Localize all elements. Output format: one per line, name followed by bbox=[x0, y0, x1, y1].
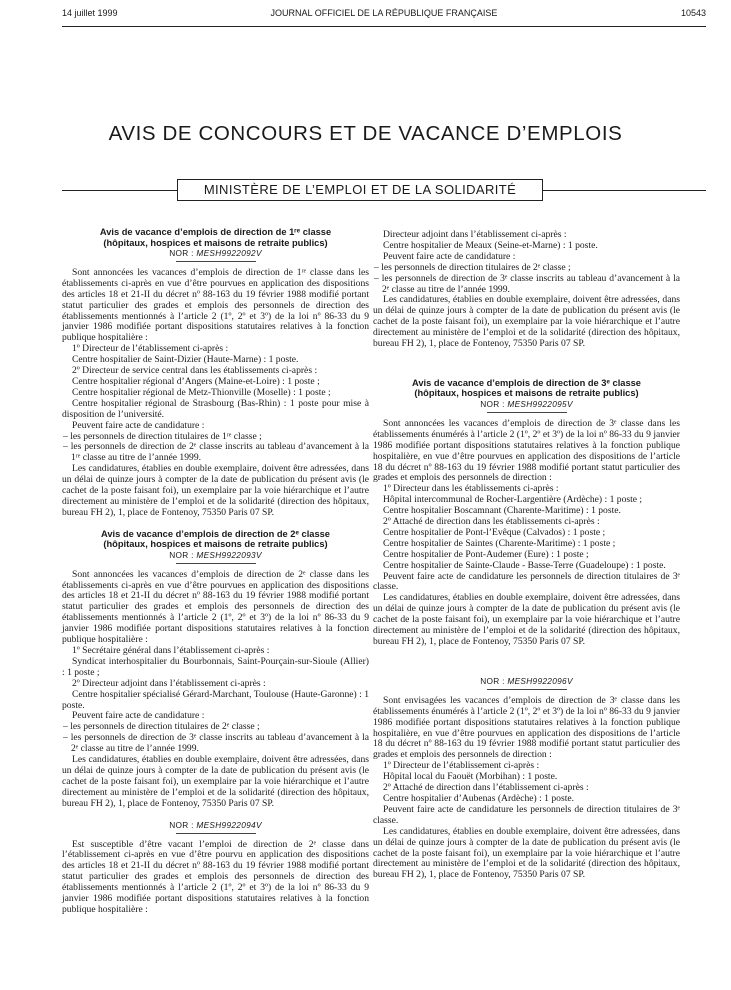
paragraph: Peuvent faire acte de candidature : bbox=[72, 710, 205, 722]
nor-reference: NOR : MESH9922096V bbox=[480, 675, 573, 686]
page-number: 10543 bbox=[680, 8, 706, 18]
paragraph: Sont annoncées les vacances d’emplois de direction de 3ᵉ classe dans les établissements énumérés à l’article 2 (1º, 2º et 3º) de la loi nº 86-33 du 9 janvier 1986 modifiée portant dispositions statutaires relatives à la fonction publique hospitalière, en vue d’être pourvues en application des dispositions de l’article 18 du décret nº 88-163 du 19 février 1988 modifié portant statut particulier des grades et emplois des personnels de direction : bbox=[373, 417, 680, 484]
section-subtitle: (hôpitaux, hospices et maisons de retraite publics) bbox=[414, 388, 639, 399]
paragraph: 2º Directeur de service central dans les établissements ci-après : bbox=[72, 365, 318, 377]
paragraph: Les candidatures, établies en double exemplaire, doivent être adressées, dans un délai de quinze jours à compter de la date de publication du présent avis (le cachet de la poste faisant foi), un exemplaire par la voie hiérarchique et l’autre directement au ministère de l’emploi et de la solidarité (direction des hôpitaux, bureau FH 2), 1, place de Fontenoy, 75350 Paris 07 SP. bbox=[373, 825, 680, 881]
paragraph: Est susceptible d’être vacant l’emploi de direction de 2ᵉ classe dans l’établissement ci-après en vue d’être pourvu en application des dispositions des articles 18 et 21-II du décret nº 88-163 du 19 février 1988 modifié portant statut particulier des grades et emplois des personnels de direction des établissements mentionnés à l’article 2 (1º, 2º et 3º) de la loi nº 86-33 du 9 janvier 1986 modifiée portant dispositions statutaires relatives à la fonction publique hospitalière : bbox=[62, 838, 369, 915]
paragraph: Centre hospitalier de Pont-Audemer (Eure) : 1 poste ; bbox=[383, 548, 589, 560]
paragraph: Peuvent faire acte de candidature : bbox=[72, 419, 205, 431]
section-title: Avis de vacance d’emplois de direction de 3ᵉ classe bbox=[412, 377, 641, 388]
paragraph: Directeur adjoint dans l’établissement ci-après : bbox=[383, 229, 567, 240]
paragraph: Peuvent faire acte de candidature les personnels de direction titulaires de 3ᵉ classe. bbox=[373, 570, 680, 593]
paragraph: Centre hospitalier Boscamnant (Charente-Maritime) : 1 poste. bbox=[383, 505, 621, 517]
paragraph: 1º Secrétaire général dans l’établissement ci-après : bbox=[72, 645, 270, 656]
paragraph: Syndicat interhospitalier du Bourbonnais, Saint-Pourçain-sur-Sioule (Allier) : 1 poste ; bbox=[62, 655, 369, 678]
section-title: Avis de vacance d’emplois de direction de 1ʳᵉ classe bbox=[99, 227, 332, 237]
section-subtitle: (hôpitaux, hospices et maisons de retraite publics) bbox=[103, 539, 328, 550]
divider bbox=[487, 412, 567, 413]
paragraph: Centre hospitalier de Meaux (Seine-et-Marne) : 1 poste. bbox=[383, 239, 598, 251]
paragraph: 2º Directeur adjoint dans l’établissement ci-après : bbox=[72, 677, 266, 689]
ministry-rule-right bbox=[543, 190, 706, 191]
list-item: – les personnels de direction titulaires de 2ᵉ classe ; bbox=[374, 261, 571, 273]
nor-reference: NOR : MESH9922094V bbox=[169, 819, 262, 830]
paragraph: 2º Attaché de direction dans l’établissement ci-après : bbox=[383, 782, 589, 794]
paragraph: 2º Attaché de direction dans les établissements ci-après : bbox=[383, 516, 600, 528]
paragraph: Centre hospitalier spécialisé Gérard-Marchant, Toulouse (Haute-Garonne) : 1 poste. bbox=[62, 688, 369, 711]
nor-reference: NOR : MESH9922093V bbox=[169, 549, 262, 560]
paragraph: Les candidatures, établies en double exemplaire, doivent être adressées, dans un délai de quinze jours à compter de la date de publication du présent avis (le cachet de la poste faisant foi), un exemplaire par la voie hiérarchique et l’autre directement au ministère de l’emploi et de la solidarité (direction des hôpitaux, bureau FH 2), 1, place de Fontenoy, 75350 Paris 07 SP. bbox=[373, 592, 680, 647]
list-item: – les personnels de direction de 3ᵉ classe inscrits au tableau d’avancement à la 2ᵉ classe au titre de l’année 1999. bbox=[374, 272, 680, 295]
left-column bbox=[62, 227, 369, 916]
paragraph: Sont annoncées les vacances d’emplois de direction de 2ᵉ classe dans les établissements ci-après en vue d’être pourvues en application des dispositions des articles 18 et 21-II du décret nº 88-163 du 19 février 1988 modifié portant statut particulier des grades et emplois des personnels de direction des établissements mentionnés à l’article 2 (1º, 2º et 3º) de la loi nº 86-33 du 9 janvier 1986 modifiée portant dispositions statutaires relatives à la fonction publique hospitalière : bbox=[62, 568, 369, 646]
ministry-rule-left bbox=[62, 190, 177, 191]
paragraph: Centre hospitalier de Sainte-Claude - Basse-Terre (Guadeloupe) : 1 poste. bbox=[383, 559, 666, 571]
issue-date: 14 juillet 1999 bbox=[62, 8, 118, 18]
paragraph: Centre hospitalier régional d’Angers (Maine-et-Loire) : 1 poste ; bbox=[72, 375, 320, 387]
paragraph: Peuvent faire acte de candidature les personnels de direction titulaires de 3ᵉ classe. bbox=[373, 803, 680, 826]
paragraph: Les candidatures, établies en double exemplaire, doivent être adressées, dans un délai de quinze jours à compter de la date de publication du présent avis (le cachet de la poste faisant foi), un exemplaire par la voie hiérarchique et l’autre directement au ministère de l’emploi et de la solidarité (direction des hôpitaux, bureau FH 2), 1, place de Fontenoy, 75350 Paris 07 SP. bbox=[373, 294, 680, 350]
divider bbox=[176, 261, 256, 262]
paragraph: 1º Directeur de l’établissement ci-après : bbox=[383, 760, 540, 772]
paragraph: Centre hospitalier de Saint-Dizier (Haute-Marne) : 1 poste. bbox=[72, 354, 299, 366]
divider bbox=[487, 689, 567, 690]
page-header bbox=[62, 8, 706, 27]
list-item: – les personnels de direction de 2ᵉ classe inscrits au tableau d’avancement à la 1ʳᵉ classe au titre de l’année 1999. bbox=[63, 441, 369, 464]
journal-name: JOURNAL OFFICIEL DE LA RÉPUBLIQUE FRANÇAISE bbox=[270, 8, 498, 18]
paragraph: Centre hospitalier de Saintes (Charente-Maritime) : 1 poste ; bbox=[383, 537, 616, 549]
paragraph: Hôpital intercommunal de Rocher-Largentière (Ardèche) : 1 poste ; bbox=[383, 494, 643, 506]
paragraph: 1º Directeur de l’établissement ci-après : bbox=[72, 343, 229, 355]
paragraph: Peuvent faire acte de candidature : bbox=[383, 250, 516, 262]
right-column bbox=[373, 230, 680, 881]
paragraph: Centre hospitalier régional de Strasbourg (Bas-Rhin) : 1 poste pour mise à disposition de l’université. bbox=[62, 397, 369, 420]
ministry-heading: MINISTÈRE DE L’EMPLOI ET DE LA SOLIDARITÉ bbox=[177, 179, 543, 201]
paragraph: Sont envisagées les vacances d’emplois de direction de 3ᵉ classe dans les établissements énumérés à l’article 2 (1º, 2º et 3º) de la loi nº 86-33 du 9 janvier 1986 modifiée portant dispositions statutaires relatives à la fonction publique hospitalière, en vue d’être pourvues en application des dispositions de l’article 18 du décret nº 88-163 du 19 février 1988 modifié portant statut particulier des grades et emplois des personnels de direction : bbox=[373, 694, 680, 761]
list-item: – les personnels de direction titulaires de 2ᵉ classe ; bbox=[63, 721, 260, 733]
paragraph: 1º Directeur dans les établissements ci-après : bbox=[383, 483, 559, 495]
paragraph: Centre hospitalier de Pont-l’Evêque (Calvados) : 1 poste ; bbox=[383, 526, 606, 538]
divider bbox=[176, 833, 256, 834]
page-title: AVIS DE CONCOURS ET DE VACANCE D’EMPLOIS bbox=[108, 122, 623, 145]
list-item: – les personnels de direction de 3ᵉ classe inscrits au tableau d’avancement à la 2ᵉ classe au titre de l’année 1999. bbox=[63, 732, 369, 755]
paragraph: Sont annoncées les vacances d’emplois de direction de 1ʳᵉ classe dans les établissements ci-après en vue d’être pourvues en application des dispositions des articles 18 et 21-II du décret nº 88-163 du 19 février 1988 modifié portant statut particulier des grades et emplois des personnels de direction des établissements mentionnés à l’article 2 (1º, 2º et 3º) de la loi nº 86-33 du 9 janvier 1986 modifiée portant dispositions statutaires relatives à la fonction publique hospitalière : bbox=[62, 266, 369, 344]
paragraph: Centre hospitalier régional de Metz-Thionville (Moselle) : 1 poste ; bbox=[72, 386, 331, 398]
divider bbox=[176, 563, 256, 564]
list-item: – les personnels de direction titulaires de 1ʳᵉ classe ; bbox=[63, 430, 262, 442]
section-title: Avis de vacance d’emplois de direction de 2ᵉ classe bbox=[101, 528, 330, 539]
section-subtitle: (hôpitaux, hospices et maisons de retraite publics) bbox=[103, 237, 328, 248]
paragraph: Les candidatures, établies en double exemplaire, doivent être adressées, dans un délai de quinze jours à compter de la date de publication du présent avis (le cachet de la poste faisant foi), un exemplaire par la voie hiérarchique et l’autre directement au ministère de l’emploi et de la solidarité (direction des hôpitaux, bureau FH 2), 1, place de Fontenoy, 75350 Paris 07 SP. bbox=[62, 754, 369, 809]
paragraph: Hôpital local du Faouët (Morbihan) : 1 poste. bbox=[383, 771, 558, 783]
nor-reference: NOR : MESH9922092V bbox=[169, 248, 262, 258]
paragraph: Les candidatures, établies en double exemplaire, doivent être adressées, dans un délai de quinze jours à compter de la date de publication du présent avis (le cachet de la poste faisant foi), un exemplaire par la voie hiérarchique et l’autre directement au ministère de l’emploi et de la solidarité (direction des hôpitaux, bureau FH 2), 1, place de Fontenoy, 75350 Paris 07 SP. bbox=[62, 463, 369, 518]
nor-reference: NOR : MESH9922095V bbox=[480, 398, 573, 409]
paragraph: Centre hospitalier d’Aubenas (Ardèche) : 1 poste. bbox=[383, 792, 575, 804]
